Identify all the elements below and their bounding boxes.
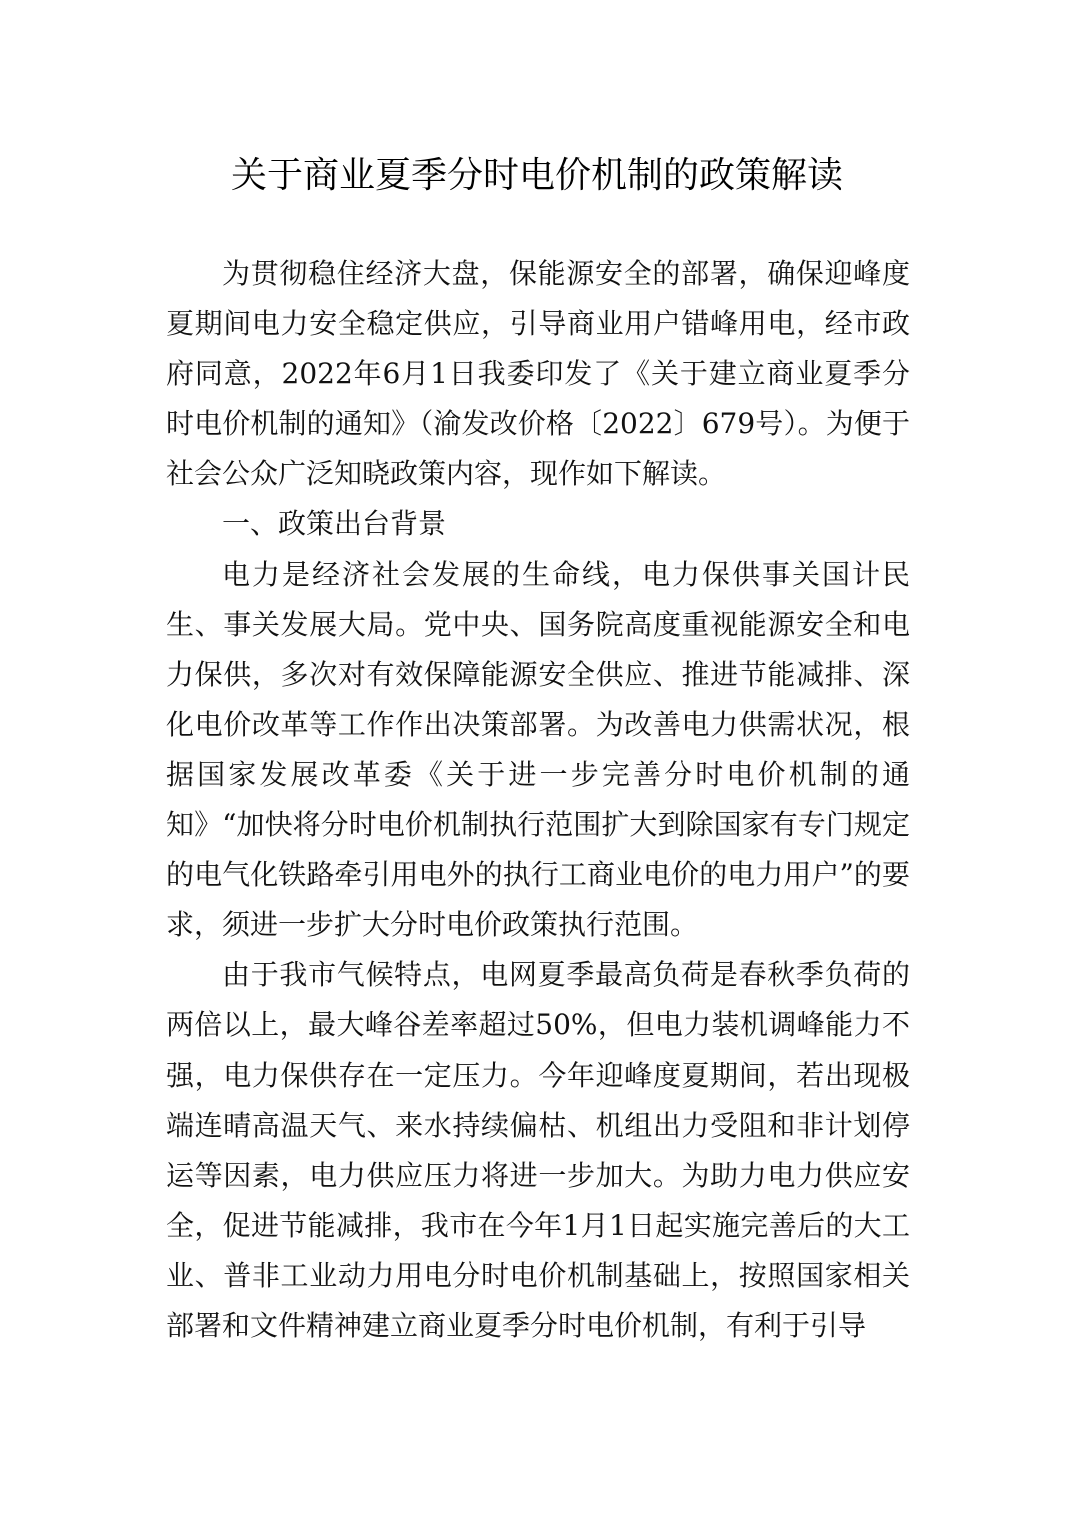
paragraph-climate-load: 由于我市气候特点，电网夏季最高负荷是春秋季负荷的两倍以上，最大峰谷差率超过50%，但电力装机调峰能力不强，电力保供存在一定压力。今年迎峰度夏期间，若出现极端连晴高温天气、来水持续偏枯、机组出力受阻和非计划停运等因素，电力供应压力将进一步加大。为助力电力供应安全，促进节能减排，我市在今年1月1日起实施完善后的大工业、普非工业动力用电分时电价机制基础上，按照国家相关部署和文件精神建立商业夏季分时电价机制，有利于引导 xyxy=(166,958,910,1342)
section-heading-background: 一、政策出台背景 xyxy=(222,507,447,541)
paragraph-intro: 为贯彻稳住经济大盘，保能源安全的部署，确保迎峰度夏期间电力安全稳定供应，引导商业用户错峰用电，经市政府同意，2022年6月1日我委印发了《关于建立商业夏季分时电价机制的通知》（渝发改价格〔2022〕679号）。为便于社会公众广泛知晓政策内容，现作如下解读。 xyxy=(166,257,910,491)
paragraph-electricity-importance: 电力是经济社会发展的生命线，电力保供事关国计民生、事关发展大局。党中央、国务院高度重视能源安全和电力保供，多次对有效保障能源安全供应、推进节能减排、深化电价改革等工作作出决策部署。为改善电力供需状况，根据国家发展改革委《关于进一步完善分时电价机制的通知》“加快将分时电价机制执行范围扩大到除国家有专门规定的电气化铁路牵引用电外的执行工商业电价的电力用户”的要求，须进一步扩大分时电价政策执行范围。 xyxy=(166,557,910,942)
document-title: 关于商业夏季分时电价机制的政策解读 xyxy=(230,155,843,196)
document-body xyxy=(166,249,910,1351)
